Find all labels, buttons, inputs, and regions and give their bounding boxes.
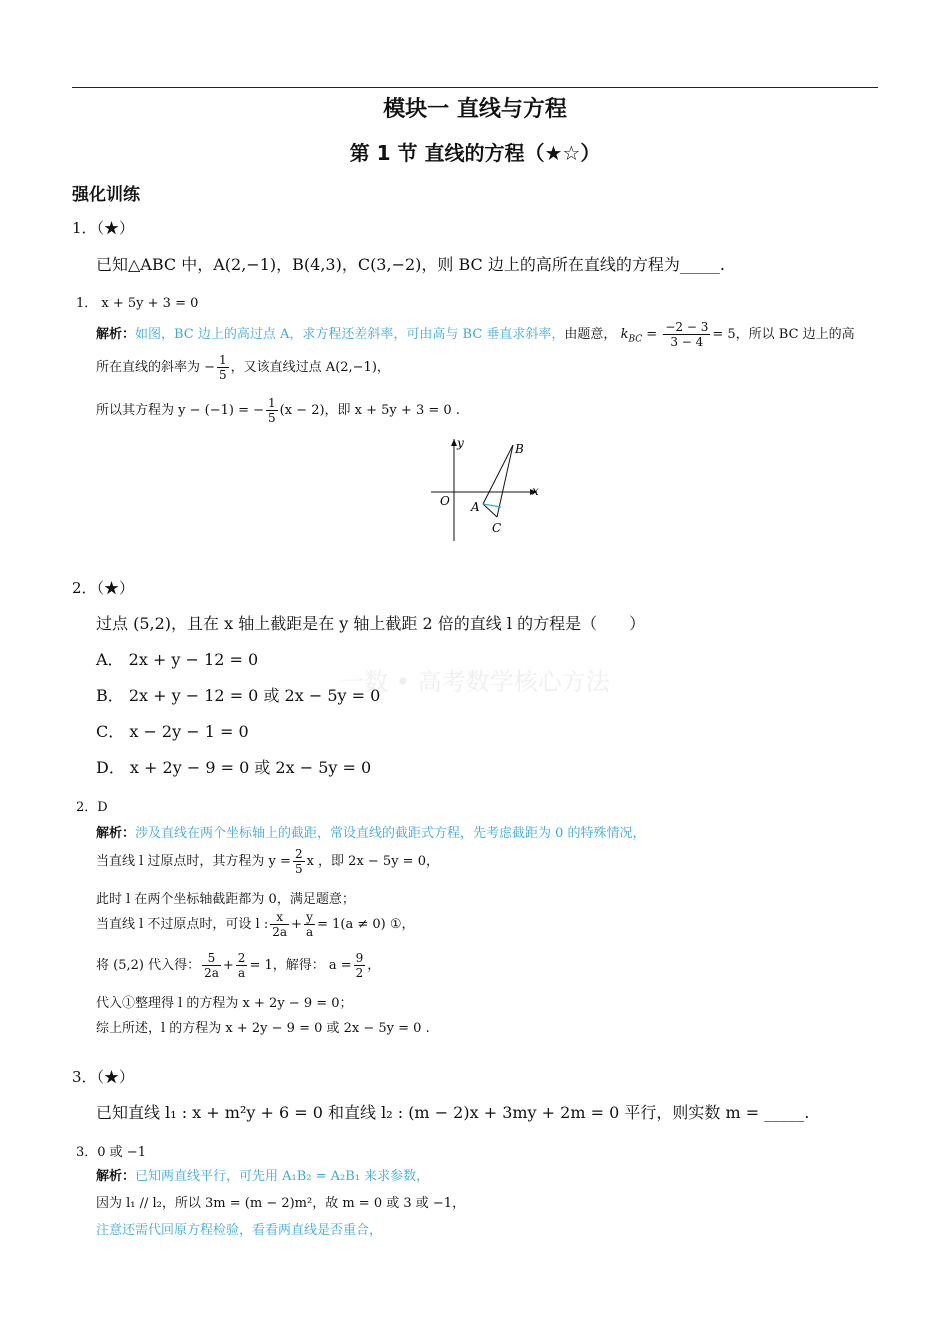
point-a-label: A xyxy=(471,500,480,514)
fraction-denominator: 5 xyxy=(219,368,227,382)
slope-symbol: k xyxy=(620,327,629,342)
subsection-title: 强化训练 xyxy=(72,185,140,205)
origin-label: O xyxy=(440,494,450,508)
solution-hint: 涉及直线在两个坐标轴上的截距，常设直线的截距式方程，先考虑截距为 0 的特殊情况， xyxy=(135,826,646,841)
watermark: 一数 • 高考数学核心方法 xyxy=(340,668,610,696)
answer-2-text: 当直线 l 过原点时，其方程为 y = xyxy=(96,854,291,869)
intercept-fraction-x xyxy=(270,910,289,939)
answer-2-line-1 xyxy=(96,822,646,841)
option-b: B． 2x + y − 12 = 0 或 2x − 5y = 0 xyxy=(96,686,381,705)
point-b-label: B xyxy=(515,442,524,456)
fraction-denominator: a xyxy=(305,925,314,939)
answer-1-text: 由题意， xyxy=(564,327,617,342)
module-title: 模块一 直线与方程 xyxy=(383,97,567,122)
fraction-denominator: 2a xyxy=(204,966,219,980)
slope-fraction xyxy=(663,320,710,349)
solution-label: 解析： xyxy=(96,1169,136,1184)
fraction-denominator: 2 xyxy=(355,966,364,980)
segment-ab xyxy=(483,445,513,504)
question-3-text: 已知直线 l₁ : x + m²y + 6 = 0 和直线 l₂ : (m − 2)x + 3my + 2m = 0 平行，则实数 m = _____. xyxy=(96,1103,810,1122)
fraction-numerator: 9 xyxy=(355,951,364,965)
result-fraction xyxy=(354,951,366,980)
x-axis-label: x xyxy=(532,484,539,498)
fraction-numerator: x xyxy=(270,910,289,925)
answer-1-text: 所在直线的斜率为 − xyxy=(96,360,216,375)
answer-1-line-2 xyxy=(96,353,390,382)
answer-2-text: x ，即 2x − 5y = 0， xyxy=(306,854,439,869)
fraction-denominator: 3 − 4 xyxy=(670,335,704,349)
answer-2-line-6: 代入①整理得 l 的方程为 x + 2y − 9 = 0； xyxy=(96,996,353,1011)
plus-sign: + xyxy=(222,958,234,973)
answer-2-result: 2．D xyxy=(76,800,108,815)
answer-3-line-2: 因为 l₁ // l₂，所以 3m = (m − 2)m²，故 m = 0 或 3 或 −1， xyxy=(96,1196,466,1211)
answer-1-result: 1． x + 5y + 3 = 0 xyxy=(76,296,199,311)
answer-2-text: 将 (5,2) 代入得： xyxy=(96,958,201,973)
triangle-figure xyxy=(425,433,550,543)
question-2-number: 2．（★） xyxy=(72,579,135,597)
answer-2-line-2 xyxy=(96,847,439,876)
fraction-denominator: a xyxy=(238,966,246,980)
answer-1-text: 所以其方程为 y − (−1) = − xyxy=(96,403,264,418)
fraction-denominator: 5 xyxy=(268,411,276,425)
answer-1-text: (x − 2)，即 x + 5y + 3 = 0 . xyxy=(279,403,460,418)
fraction-numerator: 1 xyxy=(219,353,227,367)
slope-subscript: BC xyxy=(628,334,643,345)
answer-2-text: = 1，解得： a = xyxy=(249,958,352,973)
y-axis-label: y xyxy=(457,436,464,450)
answer-1-text: ，又该直线过点 A(2,−1)， xyxy=(230,360,390,375)
solution-label: 解析： xyxy=(96,327,136,342)
option-c: C． x − 2y − 1 = 0 xyxy=(96,722,249,741)
fraction-numerator: 5 xyxy=(202,951,221,966)
point-c-label: C xyxy=(492,521,502,535)
fraction-numerator: 1 xyxy=(268,396,276,410)
answer-3-line-3: 注意还需代回原方程检验，看看两直线是否重合， xyxy=(96,1223,383,1238)
top-rule xyxy=(72,87,878,88)
answer-1-text: = 5，所以 BC 边上的高 xyxy=(712,327,855,342)
slope-fraction xyxy=(293,847,305,876)
answer-2-text: = 1(a ≠ 0) ①， xyxy=(317,917,415,932)
question-1-text: 已知△ABC 中，A(2,−1)，B(4,3)，C(3,−2)，则 BC 边上的高所在直线的方程为_____. xyxy=(96,255,725,274)
question-1-number: 1．（★） xyxy=(72,219,135,237)
coefficient-fraction xyxy=(266,396,278,425)
fraction-numerator: −2 − 3 xyxy=(665,320,709,334)
fraction-denominator: 2a xyxy=(272,925,288,939)
question-3-number: 3．（★） xyxy=(72,1068,135,1086)
answer-2-line-4 xyxy=(96,910,415,939)
substitution-fraction-2 xyxy=(236,951,248,980)
fraction-numerator: 2 xyxy=(294,847,303,861)
slope-fraction xyxy=(217,353,229,382)
fraction-numerator: 2 xyxy=(237,951,246,965)
substitution-fraction-1 xyxy=(202,951,221,980)
question-2-text: 过点 (5,2)，且在 x 轴上截距是在 y 轴上截距 2 倍的直线 l 的方程是（ ） xyxy=(96,614,646,633)
answer-1-line-3 xyxy=(96,396,460,425)
solution-hint: 如图，BC 边上的高过点 A，求方程还差斜率，可由高与 BC 垂直求斜率， xyxy=(135,327,565,342)
fraction-denominator: 5 xyxy=(294,862,303,876)
equals-sign: = xyxy=(646,327,658,342)
option-d: D． x + 2y − 9 = 0 或 2x − 5y = 0 xyxy=(96,758,372,777)
answer-2-line-3: 此时 l 在两个坐标轴截距都为 0，满足题意； xyxy=(96,892,355,907)
solution-label: 解析： xyxy=(96,826,136,841)
answer-2-line-7: 综上所述，l 的方程为 x + 2y − 9 = 0 或 2x − 5y = 0 . xyxy=(96,1021,430,1036)
option-a: A． 2x + y − 12 = 0 xyxy=(96,650,259,669)
section-title: 第 1 节 直线的方程（★☆） xyxy=(349,141,601,165)
answer-2-line-5 xyxy=(96,951,380,980)
answer-3-line-1 xyxy=(96,1165,429,1184)
answer-2-text: 当直线 l 不过原点时，可设 l : xyxy=(96,917,269,932)
answer-3-result: 3．0 或 −1 xyxy=(76,1145,146,1160)
plus-sign: + xyxy=(291,917,302,932)
answer-2-text: ， xyxy=(367,958,381,973)
fraction-numerator: y xyxy=(304,910,315,925)
solution-hint: 已知两直线平行，可先用 A₁B₂ = A₂B₁ 来求参数， xyxy=(135,1169,430,1184)
answer-1-line-1 xyxy=(96,320,855,350)
intercept-fraction-y xyxy=(304,910,315,939)
